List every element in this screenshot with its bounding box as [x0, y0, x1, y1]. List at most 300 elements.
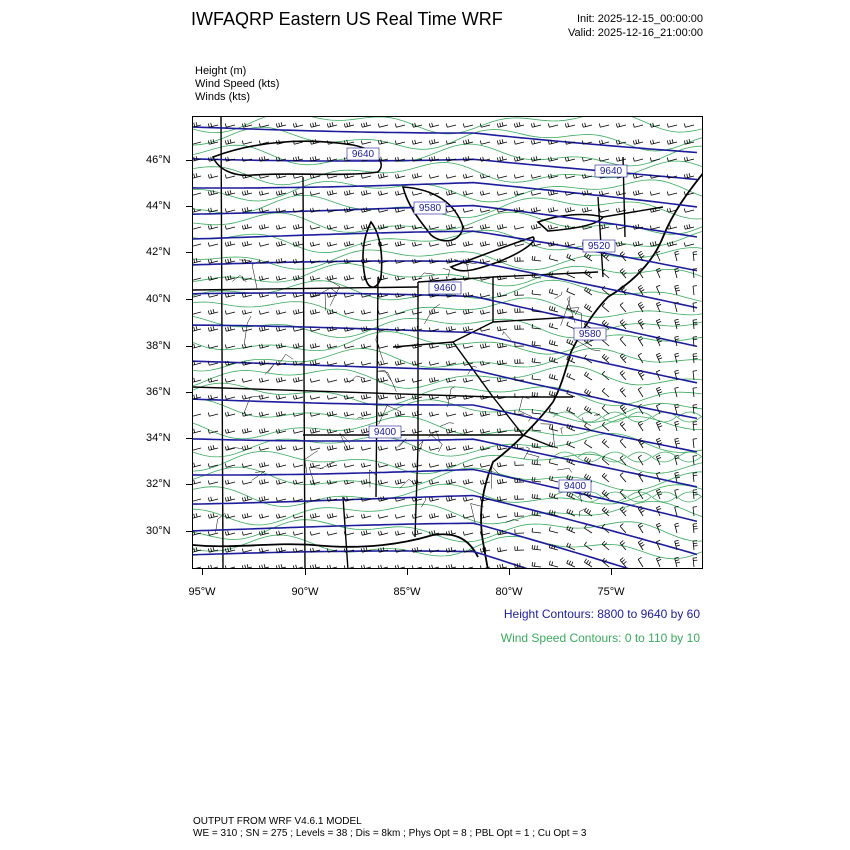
wind-barb	[327, 532, 337, 536]
legend-winds: Winds (kts)	[195, 91, 250, 103]
wind-barb	[675, 336, 680, 346]
wind-barb	[193, 192, 201, 196]
lon-label-80w: 80°W	[495, 586, 523, 598]
wind-barb	[638, 302, 644, 312]
plot-title: IWFAQRP Eastern US Real Time WRF	[191, 9, 503, 29]
wind-barb	[584, 253, 592, 261]
county-border	[325, 278, 340, 306]
wind-barb	[378, 345, 388, 349]
wind-barb	[567, 288, 575, 295]
wind-barb	[599, 209, 609, 213]
wind-barb	[344, 412, 354, 417]
wind-barb	[327, 429, 337, 434]
wind-barb	[549, 357, 558, 363]
wind-speed-contour	[553, 412, 601, 422]
lat-label-40n: 40°N	[146, 293, 171, 305]
wind-barb	[650, 226, 660, 230]
wind-barb	[684, 157, 694, 162]
wind-barb	[361, 565, 371, 569]
wind-barb	[259, 564, 269, 569]
wind-barb	[548, 207, 558, 212]
wind-barb	[293, 123, 303, 128]
wind-barb	[361, 514, 371, 519]
wind-barb	[446, 175, 456, 179]
wind-barb	[480, 429, 490, 434]
wind-barb	[310, 122, 320, 127]
wind-barb	[327, 275, 337, 280]
wind-barb	[276, 310, 286, 315]
wind-barb	[276, 531, 286, 536]
wind-barb	[602, 507, 609, 516]
wind-barb	[602, 303, 609, 312]
wind-barb	[378, 480, 388, 485]
wind-barb	[293, 191, 303, 196]
wind-barb	[225, 429, 235, 434]
lon-tick	[202, 569, 203, 575]
wind-barb	[344, 362, 354, 366]
wind-barb	[259, 276, 269, 281]
wind-barb	[344, 464, 354, 468]
wind-barb	[620, 303, 626, 312]
wind-barb	[193, 413, 201, 417]
wind-barb	[514, 122, 524, 127]
wind-barb	[480, 480, 490, 485]
lat-tick	[186, 206, 192, 207]
wind-barb	[429, 175, 439, 179]
wind-barb	[656, 302, 661, 312]
wind-barb	[531, 123, 541, 128]
wind-barb	[429, 565, 439, 569]
wind-barb	[208, 225, 218, 230]
wind-barb	[242, 464, 252, 468]
wind-barb	[480, 294, 490, 298]
wind-barb	[531, 224, 541, 229]
wind-barb	[656, 557, 661, 567]
wind-barb	[548, 124, 558, 128]
wind-barb	[549, 306, 558, 312]
wind-barb	[310, 447, 320, 451]
wind-barb	[602, 354, 609, 363]
wind-barb	[276, 225, 286, 230]
wind-barb	[675, 523, 680, 533]
wind-barb	[412, 395, 422, 400]
lat-tick	[186, 392, 192, 393]
wind-barb	[531, 192, 541, 196]
wind-barb	[395, 124, 405, 128]
height-contour	[193, 231, 697, 270]
wind-barb	[463, 532, 473, 536]
wind-barb	[225, 139, 235, 144]
height-contour-label	[429, 282, 461, 294]
wind-barb	[638, 489, 643, 499]
footer-config-line: WE = 310 ; SN = 275 ; Levels = 38 ; Dis = 8km ; Phys Opt = 8 ; PBL Opt = 1 ; Cu Opt = 3	[193, 828, 587, 839]
wind-barb	[531, 156, 541, 161]
wind-barb	[693, 524, 698, 533]
wind-barb	[259, 378, 269, 383]
wind-barb	[514, 191, 524, 196]
svg-text:9580: 9580	[418, 203, 442, 214]
wind-barb	[276, 276, 286, 281]
wind-barb	[497, 343, 507, 348]
wind-barb	[602, 439, 609, 448]
wind-barb	[193, 311, 201, 315]
footer-model-line: OUTPUT FROM WRF V4.6.1 MODEL	[193, 816, 362, 827]
wind-barb	[463, 479, 473, 484]
wind-barb	[565, 123, 575, 128]
wind-barb	[225, 258, 235, 263]
wind-barb	[259, 311, 269, 315]
wind-barb	[242, 224, 252, 229]
wind-barb	[532, 545, 541, 550]
wind-barb	[638, 421, 643, 431]
wind-barb	[549, 289, 558, 295]
wind-barb	[584, 372, 592, 380]
wind-barb	[193, 277, 201, 281]
wind-barb	[327, 445, 337, 450]
wind-barb	[463, 429, 473, 434]
wind-barb	[549, 459, 558, 465]
wind-barb	[667, 139, 677, 144]
wind-speed-contour	[578, 412, 626, 422]
wind-barb	[531, 175, 541, 179]
wind-barb	[656, 404, 660, 414]
wind-barb	[638, 523, 643, 533]
wind-barb	[602, 388, 609, 397]
wind-barb	[327, 242, 337, 247]
wind-barb	[463, 345, 473, 349]
wind-barb	[584, 304, 592, 312]
wind-barb	[463, 497, 473, 502]
wind-barb	[675, 506, 679, 516]
wind-barb	[293, 565, 303, 569]
wind-barb	[208, 532, 218, 536]
wind-barb	[497, 241, 507, 246]
wind-barb	[633, 124, 643, 128]
height-contour	[193, 439, 697, 487]
wind-barb	[378, 124, 388, 128]
wind-barb	[463, 326, 473, 331]
wind-barb	[378, 515, 388, 519]
wind-barb	[193, 226, 201, 230]
wind-barb	[497, 139, 507, 144]
wind-barb	[361, 310, 371, 315]
wind-barb	[480, 343, 490, 348]
wind-barb	[656, 472, 660, 482]
wind-barb	[378, 394, 388, 399]
wind-barb	[446, 124, 456, 128]
wind-barb	[327, 379, 337, 383]
county-border	[440, 423, 454, 427]
wind-barb	[620, 439, 626, 448]
wind-barb	[480, 174, 490, 179]
wind-barb	[395, 462, 405, 467]
wind-barb	[276, 241, 286, 246]
wind-barb	[276, 377, 286, 382]
wind-barb	[693, 490, 698, 499]
wind-barb	[276, 498, 286, 502]
wind-barb	[193, 480, 201, 485]
wind-barb	[532, 375, 541, 380]
wind-barb	[310, 564, 320, 569]
wind-barb	[276, 327, 286, 332]
wind-barb	[684, 243, 694, 247]
wind-barb	[327, 565, 337, 569]
wind-barb	[565, 175, 575, 179]
wind-barb	[259, 124, 269, 128]
wind-barb	[310, 276, 320, 281]
wind-barb	[193, 208, 201, 213]
wind-barb	[549, 425, 558, 431]
wind-barb	[259, 412, 269, 417]
wind-barb	[412, 379, 422, 383]
county-borders	[216, 260, 601, 533]
lat-label-32n: 32°N	[146, 478, 171, 490]
wind-barb	[446, 446, 456, 451]
wind-barb	[650, 192, 660, 196]
wind-speed-contours-info: Wind Speed Contours: 0 to 110 by 10	[500, 631, 700, 645]
wind-barb	[497, 462, 507, 467]
svg-text:9580: 9580	[578, 329, 602, 340]
wind-barb	[412, 429, 422, 434]
wind-barb	[395, 411, 405, 416]
lat-tick	[186, 346, 192, 347]
wind-barb	[480, 224, 490, 229]
wind-barb	[293, 446, 303, 451]
wind-barb	[193, 447, 201, 451]
wind-barb	[361, 122, 371, 127]
wind-barb	[242, 328, 252, 332]
wind-barb	[656, 251, 660, 261]
wind-barb	[361, 530, 371, 535]
wind-barb	[327, 362, 337, 366]
lat-tick	[186, 531, 192, 532]
wind-speed-contour	[553, 452, 601, 462]
wind-barb	[584, 508, 592, 516]
wind-barb	[208, 378, 218, 383]
wind-barb	[310, 532, 320, 536]
wind-barb	[599, 124, 609, 128]
wind-barb	[567, 543, 575, 550]
wind-barb	[638, 472, 643, 482]
wind-barb	[531, 207, 541, 212]
wind-barb	[620, 320, 626, 329]
wind-barb	[429, 139, 439, 144]
wind-barb	[656, 438, 662, 448]
wind-barb	[395, 515, 405, 519]
wind-barb	[259, 344, 269, 349]
init-time: Init: 2025-12-15_00:00:00	[577, 13, 703, 25]
wind-barb	[276, 445, 286, 450]
wind-barb	[599, 191, 609, 196]
wind-barb	[429, 513, 439, 518]
wind-barb	[378, 565, 388, 569]
wind-barb	[616, 123, 626, 128]
wind-barb	[480, 141, 490, 145]
lat-tick	[186, 252, 192, 253]
wind-barb	[276, 122, 286, 127]
wind-barb	[225, 209, 235, 213]
wind-barb	[412, 192, 422, 196]
height-contour-label	[347, 148, 379, 160]
wind-barb	[225, 531, 235, 536]
wind-barb	[412, 140, 422, 145]
wind-barb	[259, 224, 269, 229]
lat-label-46n: 46°N	[146, 154, 171, 166]
wind-barb	[259, 514, 269, 519]
svg-text:9640: 9640	[351, 149, 375, 160]
wind-barb	[208, 123, 218, 128]
wind-barb	[293, 430, 303, 434]
county-border	[252, 261, 260, 289]
wind-barb	[395, 531, 405, 536]
lat-tick	[186, 484, 192, 485]
wind-barb	[638, 319, 644, 329]
wind-barb	[242, 564, 252, 569]
wind-barb	[327, 122, 337, 127]
wind-barb	[259, 462, 269, 467]
wind-barb	[675, 251, 680, 261]
wind-barb	[497, 564, 507, 569]
wind-barb	[497, 479, 507, 484]
wind-barb	[667, 192, 677, 196]
wind-barb	[463, 412, 473, 417]
lat-label-30n: 30°N	[146, 525, 171, 537]
wind-barb	[310, 343, 320, 348]
wind-barb	[259, 479, 269, 484]
wind-barb	[463, 174, 473, 179]
wind-barb	[480, 191, 490, 196]
wind-barb	[242, 513, 252, 518]
wind-barb	[193, 173, 201, 178]
wind-barb	[567, 373, 575, 380]
wind-barb	[429, 362, 439, 366]
wind-barb	[515, 257, 524, 261]
wind-barb	[395, 241, 405, 246]
wind-barb	[310, 226, 320, 230]
wind-barb	[395, 378, 405, 383]
wind-barb	[616, 157, 626, 162]
wind-barb	[259, 530, 269, 535]
county-border	[561, 428, 563, 434]
lat-tick	[186, 160, 192, 161]
wind-barb	[327, 396, 337, 400]
wind-barb	[293, 377, 303, 382]
wind-barb	[361, 394, 371, 399]
wind-barb	[225, 326, 235, 331]
wind-barb	[361, 411, 371, 416]
wind-barb	[684, 173, 694, 178]
wind-barb	[515, 291, 524, 295]
wind-barb	[344, 225, 354, 230]
wind-speed-contour	[193, 484, 703, 506]
wind-barb	[193, 429, 201, 434]
wind-barb	[633, 139, 643, 144]
wind-barb	[361, 276, 371, 281]
wind-barb	[549, 442, 558, 448]
county-border	[443, 268, 450, 277]
wind-barb	[225, 566, 235, 570]
height-contour-label	[595, 165, 627, 177]
wind-barb	[549, 527, 558, 533]
wind-barb	[259, 395, 269, 400]
wind-barb	[193, 243, 201, 247]
wind-barb	[361, 447, 371, 451]
wind-barb	[344, 378, 354, 383]
wind-barb	[446, 479, 456, 484]
wind-barb	[638, 455, 643, 465]
wind-barb	[497, 309, 507, 314]
wind-barb	[259, 243, 269, 247]
wind-barb	[446, 564, 456, 569]
wind-barb	[293, 309, 303, 314]
wind-barb	[225, 496, 235, 501]
county-border	[503, 332, 511, 341]
wind-barb	[378, 446, 388, 451]
wind-barb	[208, 309, 218, 314]
wind-barb	[532, 426, 541, 431]
wind-barb	[638, 285, 644, 295]
wind-barb	[378, 311, 388, 315]
lat-label-36n: 36°N	[146, 386, 171, 398]
wind-barb	[327, 513, 337, 518]
lat-label-44n: 44°N	[146, 200, 171, 212]
wind-barb	[293, 343, 303, 348]
county-border	[557, 468, 571, 472]
wind-barb	[429, 412, 439, 417]
wind-barb	[480, 361, 490, 366]
wind-barb	[463, 464, 473, 468]
wind-barb	[675, 285, 680, 295]
wind-barb	[225, 124, 235, 128]
wind-barb	[259, 326, 269, 331]
wind-barb	[602, 320, 609, 329]
county-border	[320, 462, 335, 469]
wind-barb	[463, 378, 473, 383]
lon-label-75w: 75°W	[597, 586, 625, 598]
wind-barb	[656, 540, 660, 550]
height-contour-label	[369, 426, 401, 438]
wind-barb	[344, 241, 354, 246]
wind-barb	[667, 124, 677, 128]
wind-barb	[584, 559, 592, 567]
wind-barb	[429, 123, 439, 128]
weather-map	[193, 117, 703, 569]
wind-barb	[463, 124, 473, 128]
wind-barb	[620, 337, 626, 346]
wind-barb	[361, 141, 371, 145]
wind-barb	[395, 447, 405, 451]
valid-time: Valid: 2025-12-16_21:00:00	[568, 27, 703, 39]
wind-barb	[242, 481, 252, 485]
wind-barb	[193, 326, 201, 331]
wind-barb	[515, 529, 524, 533]
wind-barb	[395, 224, 405, 229]
wind-barb	[208, 565, 218, 569]
wind-barb	[293, 175, 303, 179]
wind-barb	[242, 549, 252, 553]
wind-barb	[242, 428, 252, 433]
wind-barb	[549, 561, 558, 567]
wind-barb	[344, 190, 354, 195]
wind-barb	[378, 191, 388, 196]
wind-barb	[584, 287, 592, 295]
wind-barb	[344, 566, 354, 570]
wind-barb	[497, 192, 507, 196]
lat-tick	[186, 438, 192, 439]
lon-label-90w: 90°W	[291, 586, 319, 598]
wind-barb	[638, 540, 644, 550]
wind-barb	[532, 341, 541, 346]
